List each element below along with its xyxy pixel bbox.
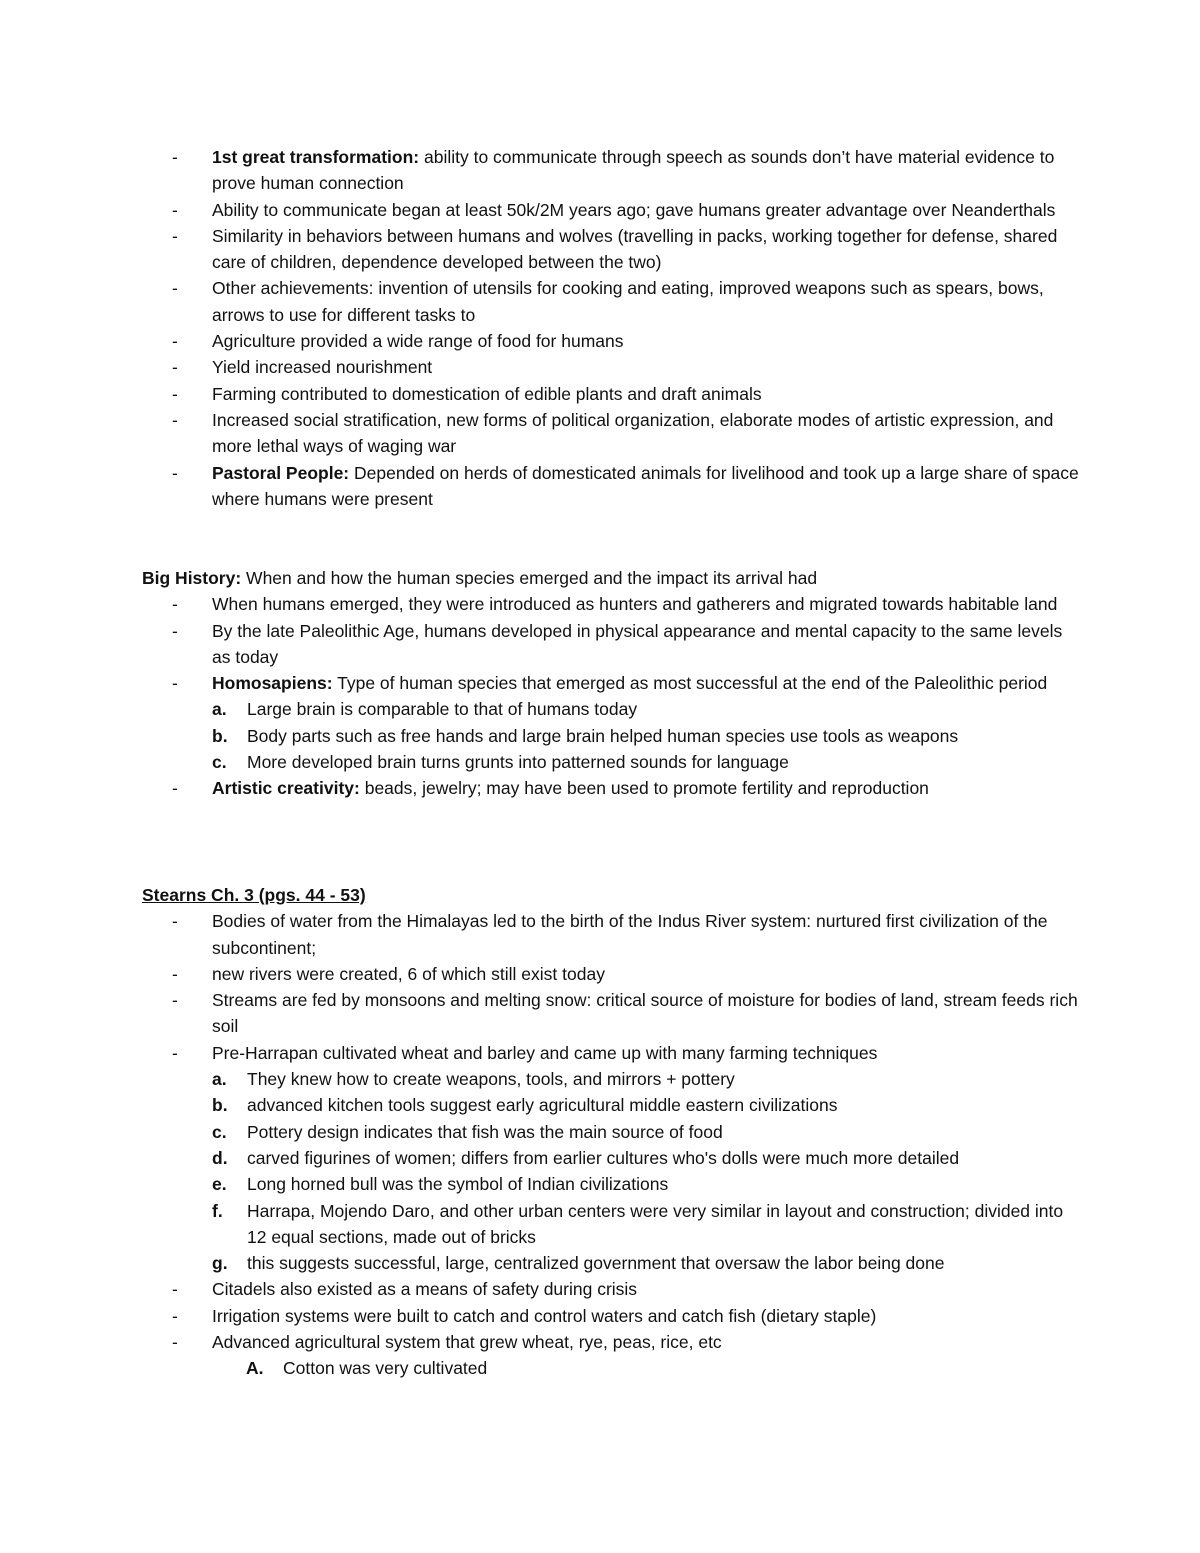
item-text: Ability to communicate began at least 50k/2M years ago; gave humans greater advantage over Neanderthals bbox=[212, 199, 1056, 220]
section-heading: Stearns Ch. 3 (pgs. 44 - 53) bbox=[142, 885, 366, 905]
bold-term: Pastoral People: bbox=[212, 462, 350, 483]
list-item bbox=[0, 197, 1200, 223]
item-text: Harrapa, Mojendo Daro, and other urban centers were very similar in layout and construction; divided into 12 equal sections, made out of bricks bbox=[247, 1200, 1064, 1247]
list-marker: e. bbox=[212, 1174, 227, 1195]
list-item bbox=[0, 618, 1200, 671]
item-text: Depended on herds of domesticated animals for livelihood and took up a large share of space where humans were present bbox=[212, 462, 1079, 509]
item-text: beads, jewelry; may have been used to promote fertility and reproduction bbox=[359, 778, 929, 799]
item-text: Type of human species that emerged as most successful at the end of the Paleolithic period bbox=[332, 673, 1048, 694]
item-text: Large brain is comparable to that of humans today bbox=[247, 699, 638, 720]
item-text: Advanced agricultural system that grew wheat, rye, peas, rice, etc bbox=[212, 1332, 722, 1353]
bold-term: Artistic creativity: bbox=[212, 778, 360, 799]
list-item bbox=[0, 961, 1200, 987]
bullet-list bbox=[0, 591, 1200, 696]
bullet-list bbox=[0, 775, 1200, 801]
list-item bbox=[0, 328, 1200, 354]
list-item bbox=[0, 670, 1200, 696]
sub-list bbox=[0, 1355, 1200, 1381]
sub-list-item bbox=[0, 1145, 1200, 1171]
section-big-history bbox=[0, 565, 1200, 802]
list-marker: f. bbox=[212, 1200, 223, 1221]
list-item bbox=[0, 460, 1200, 513]
item-text: Farming contributed to domestication of edible plants and draft animals bbox=[212, 383, 762, 404]
list-item bbox=[0, 1276, 1200, 1302]
item-text: Streams are fed by monsoons and melting snow: critical source of moisture for bodies of land, stream feeds rich soil bbox=[212, 990, 1078, 1037]
item-text: Similarity in behaviors between humans and wolves (travelling in packs, working together for defense, shared care of children, dependence developed between the two) bbox=[212, 225, 1058, 273]
list-marker: A. bbox=[246, 1358, 264, 1379]
item-text: ability to communicate through speech as sounds don’t have material evidence to prove human connection bbox=[212, 147, 1055, 194]
item-text: Agriculture provided a wide range of food for humans bbox=[212, 331, 624, 352]
sub-list-item bbox=[0, 1092, 1200, 1118]
heading-text: When and how the human species emerged and the impact its arrival had bbox=[241, 568, 818, 588]
list-marker: g. bbox=[212, 1253, 228, 1274]
list-item bbox=[0, 591, 1200, 617]
item-text: Pottery design indicates that fish was the main source of food bbox=[247, 1121, 723, 1142]
list-item bbox=[0, 223, 1200, 276]
item-text: Other achievements: invention of utensils for cooking and eating, improved weapons such as spears, bows, arrows to use for different tasks to bbox=[212, 278, 1044, 325]
item-text: Citadels also existed as a means of safety during crisis bbox=[212, 1279, 638, 1300]
list-item bbox=[0, 275, 1200, 328]
item-text: Body parts such as free hands and large brain helped human species use tools as weapons bbox=[247, 725, 959, 746]
item-text: Bodies of water from the Himalayas led to the birth of the Indus River system: nurtured first civilization of the subcontinent; bbox=[212, 911, 1048, 958]
bold-term: 1st great transformation: bbox=[212, 147, 420, 167]
sub-list-item bbox=[0, 1198, 1200, 1251]
sub-list-item bbox=[0, 1171, 1200, 1197]
item-text: new rivers were created, 6 of which still exist today bbox=[212, 963, 605, 984]
item-text: Cotton was very cultivated bbox=[283, 1358, 488, 1379]
sub-list-item bbox=[0, 749, 1200, 775]
bullet-list bbox=[0, 1276, 1200, 1355]
sub-list-item bbox=[0, 696, 1200, 722]
list-item bbox=[0, 908, 1200, 961]
list-item bbox=[0, 381, 1200, 407]
sub-list-item bbox=[0, 723, 1200, 749]
list-item bbox=[0, 1329, 1200, 1355]
list-item bbox=[0, 354, 1200, 380]
list-marker: b. bbox=[212, 1095, 228, 1116]
item-text: They knew how to create weapons, tools, and mirrors + pottery bbox=[247, 1069, 735, 1090]
list-marker: c. bbox=[212, 1121, 227, 1142]
item-text: advanced kitchen tools suggest early agricultural middle eastern civilizations bbox=[247, 1095, 838, 1116]
list-marker: a. bbox=[212, 699, 227, 720]
bullet-list bbox=[0, 908, 1200, 1066]
list-item bbox=[0, 407, 1200, 460]
sub-list-item bbox=[0, 1119, 1200, 1145]
list-item bbox=[0, 1040, 1200, 1066]
list-item bbox=[0, 1303, 1200, 1329]
list-item bbox=[0, 775, 1200, 801]
section-heading bbox=[0, 565, 1200, 591]
item-text: Long horned bull was the symbol of Indian civilizations bbox=[247, 1174, 669, 1195]
item-text: this suggests successful, large, centralized government that oversaw the labor being done bbox=[247, 1253, 945, 1274]
item-text: Increased social stratification, new forms of political organization, elaborate modes of artistic expression, and more lethal ways of waging war bbox=[212, 409, 1054, 457]
item-text: More developed brain turns grunts into patterned sounds for language bbox=[247, 752, 789, 773]
section-stearns bbox=[0, 882, 1200, 1382]
section-transformations bbox=[0, 144, 1200, 512]
sub-list bbox=[0, 1066, 1200, 1276]
sub-list-item bbox=[0, 1355, 1200, 1381]
item-text: carved figurines of women; differs from earlier cultures who's dolls were much more detailed bbox=[247, 1147, 960, 1168]
sub-list-item bbox=[0, 1250, 1200, 1276]
item-text: Pre-Harrapan cultivated wheat and barley and came up with many farming techniques bbox=[212, 1042, 878, 1063]
list-marker: c. bbox=[212, 752, 227, 773]
list-marker: d. bbox=[212, 1147, 228, 1168]
item-text: By the late Paleolithic Age, humans developed in physical appearance and mental capacity to the same levels as today bbox=[212, 620, 1063, 667]
list-item bbox=[0, 144, 1200, 197]
item-text: When humans emerged, they were introduced as hunters and gatherers and migrated towards habitable land bbox=[212, 594, 1058, 615]
bold-term: Homosapiens: bbox=[212, 673, 333, 694]
list-marker: b. bbox=[212, 725, 228, 746]
bullet-list bbox=[0, 144, 1200, 512]
item-text: Yield increased nourishment bbox=[212, 357, 433, 378]
list-marker: a. bbox=[212, 1069, 227, 1090]
sub-list-item bbox=[0, 1066, 1200, 1092]
bold-term: Big History: bbox=[142, 568, 242, 588]
item-text: Irrigation systems were built to catch and control waters and catch fish (dietary staple) bbox=[212, 1305, 877, 1326]
list-item bbox=[0, 987, 1200, 1040]
sub-list bbox=[0, 696, 1200, 775]
